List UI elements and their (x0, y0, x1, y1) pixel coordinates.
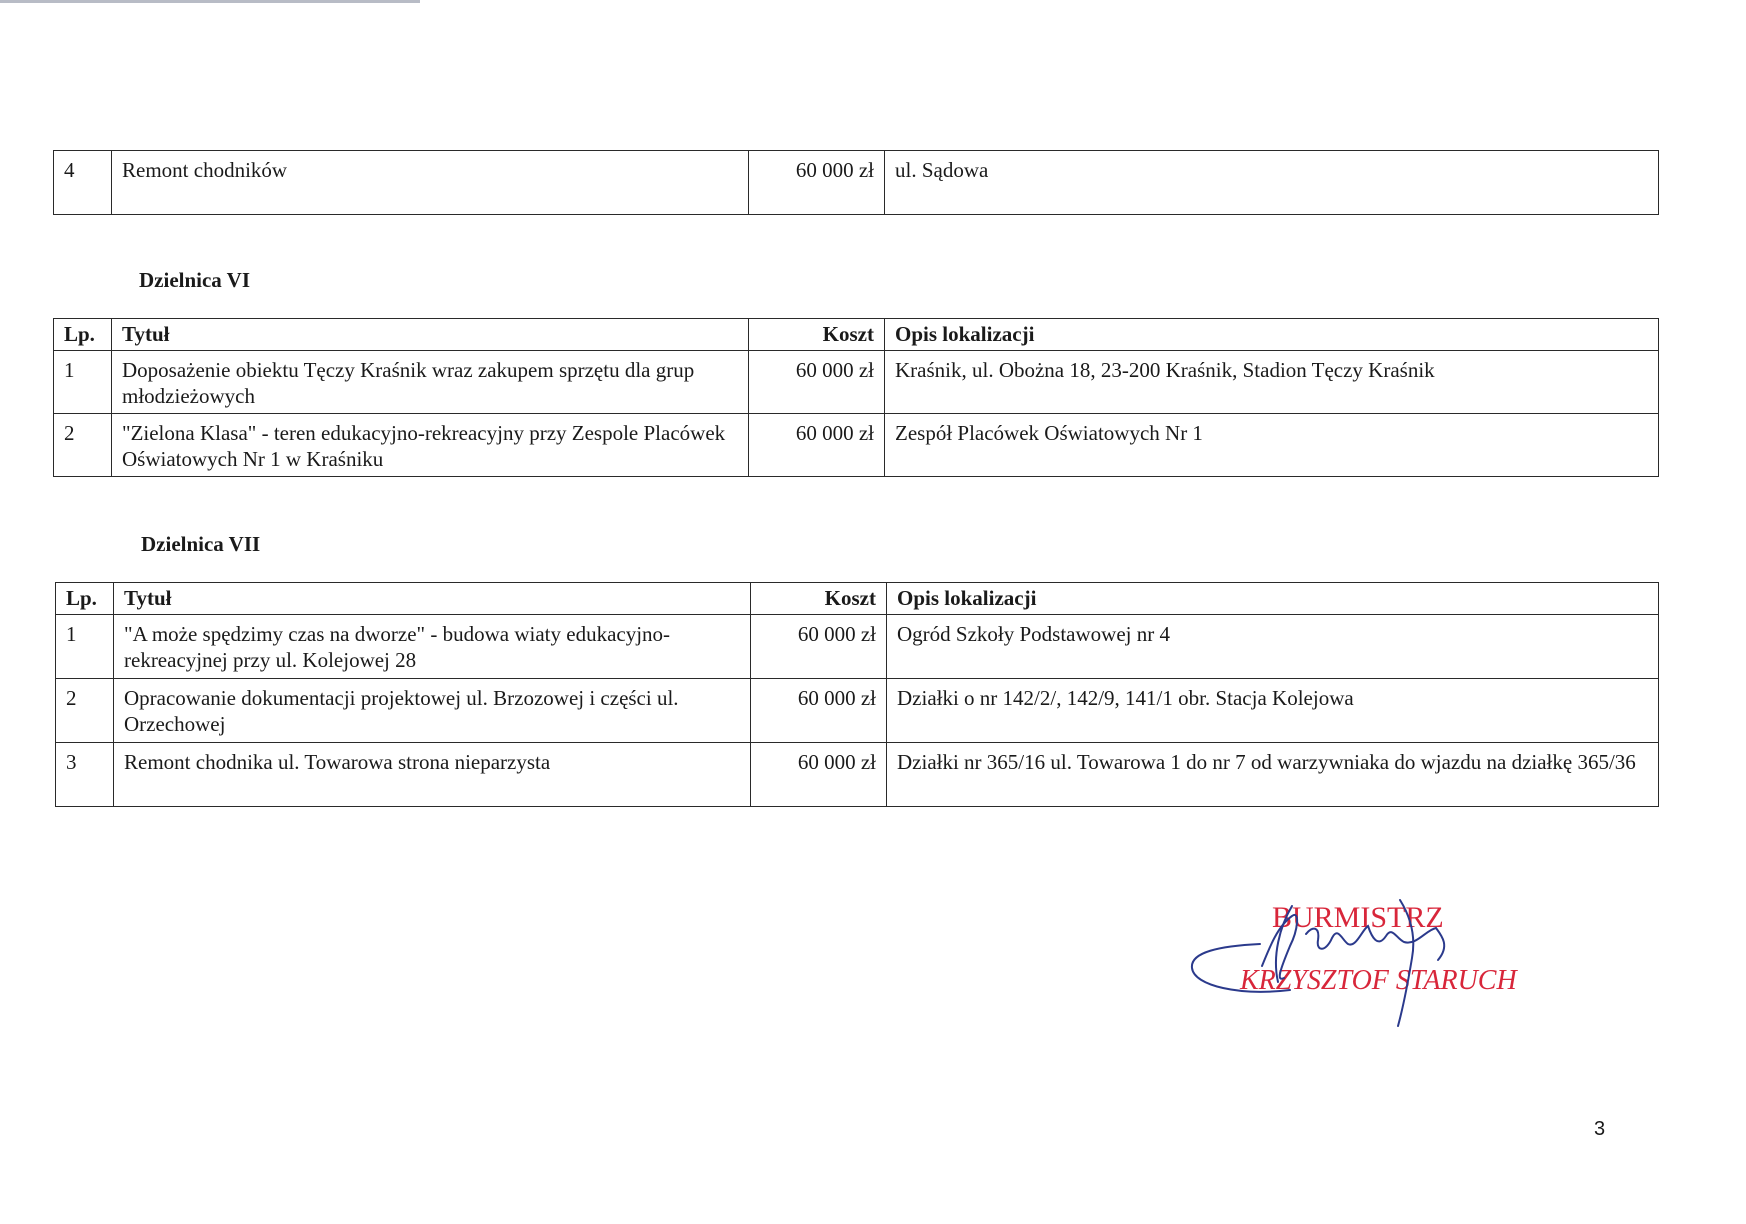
section-heading-vi: Dzielnica VI (139, 268, 251, 292)
header-lp: Lp. (56, 583, 114, 615)
cell-title: "A może spędzimy czas na dworze" - budowa wiaty edukacyjno-rekreacyjnej przy ul. Kolejowej 28 (114, 615, 751, 679)
header-cost: Koszt (749, 319, 885, 351)
stamp-title: BURMISTRZ (1272, 901, 1444, 934)
cell-location: Zespół Placówek Oświatowych Nr 1 (885, 414, 1659, 477)
cell-lp: 2 (54, 414, 112, 477)
cell-location: Kraśnik, ul. Obożna 18, 23-200 Kraśnik, Stadion Tęczy Kraśnik (885, 351, 1659, 414)
scan-edge-line (0, 0, 420, 3)
header-title: Tytuł (114, 583, 751, 615)
table-row (56, 679, 1659, 743)
cell-cost: 60 000 zł (751, 615, 887, 679)
cell-lp: 4 (54, 151, 112, 215)
cell-title: Opracowanie dokumentacji projektowej ul. Brzozowej i części ul. Orzechowej (114, 679, 751, 743)
cell-title: Doposażenie obiektu Tęczy Kraśnik wraz zakupem sprzętu dla grup młodzieżowych (112, 351, 749, 414)
header-location: Opis lokalizacji (885, 319, 1659, 351)
cell-location: Działki nr 365/16 ul. Towarowa 1 do nr 7 od warzywniaka do wjazdu na działkę 365/36 (887, 743, 1659, 807)
cell-cost: 60 000 zł (751, 679, 887, 743)
cell-title: Remont chodników (112, 151, 749, 215)
table-row (54, 414, 1659, 477)
table-row (56, 615, 1659, 679)
continuation-table (53, 150, 1659, 215)
stamp-graphic (1180, 886, 1520, 1046)
section-vii-table (55, 582, 1659, 807)
cell-lp: 1 (56, 615, 114, 679)
cell-cost: 60 000 zł (749, 351, 885, 414)
table-row (56, 743, 1659, 807)
cell-lp: 3 (56, 743, 114, 807)
table-row (54, 151, 1659, 215)
cell-cost: 60 000 zł (749, 414, 885, 477)
stamp-name: KRZYSZTOF STARUCH (1240, 965, 1517, 996)
table-row (54, 351, 1659, 414)
header-lp: Lp. (54, 319, 112, 351)
section-heading-vii: Dzielnica VII (141, 532, 261, 556)
cell-title: Remont chodnika ul. Towarowa strona nieparzysta (114, 743, 751, 807)
cell-location: Działki o nr 142/2/, 142/9, 141/1 obr. Stacja Kolejowa (887, 679, 1659, 743)
table-header-row (54, 319, 1659, 351)
cell-cost: 60 000 zł (751, 743, 887, 807)
page-number: 3 (1594, 1118, 1606, 1140)
header-location: Opis lokalizacji (887, 583, 1659, 615)
section-vi-table (53, 318, 1659, 477)
cell-cost: 60 000 zł (749, 151, 885, 215)
cell-location: Ogród Szkoły Podstawowej nr 4 (887, 615, 1659, 679)
header-title: Tytuł (112, 319, 749, 351)
table-header-row (56, 583, 1659, 615)
cell-lp: 2 (56, 679, 114, 743)
header-cost: Koszt (751, 583, 887, 615)
mayor-stamp (1180, 886, 1520, 1046)
cell-title: "Zielona Klasa" - teren edukacyjno-rekreacyjny przy Zespole Placówek Oświatowych Nr 1 w Kraśniku (112, 414, 749, 477)
cell-lp: 1 (54, 351, 112, 414)
cell-location: ul. Sądowa (885, 151, 1659, 215)
